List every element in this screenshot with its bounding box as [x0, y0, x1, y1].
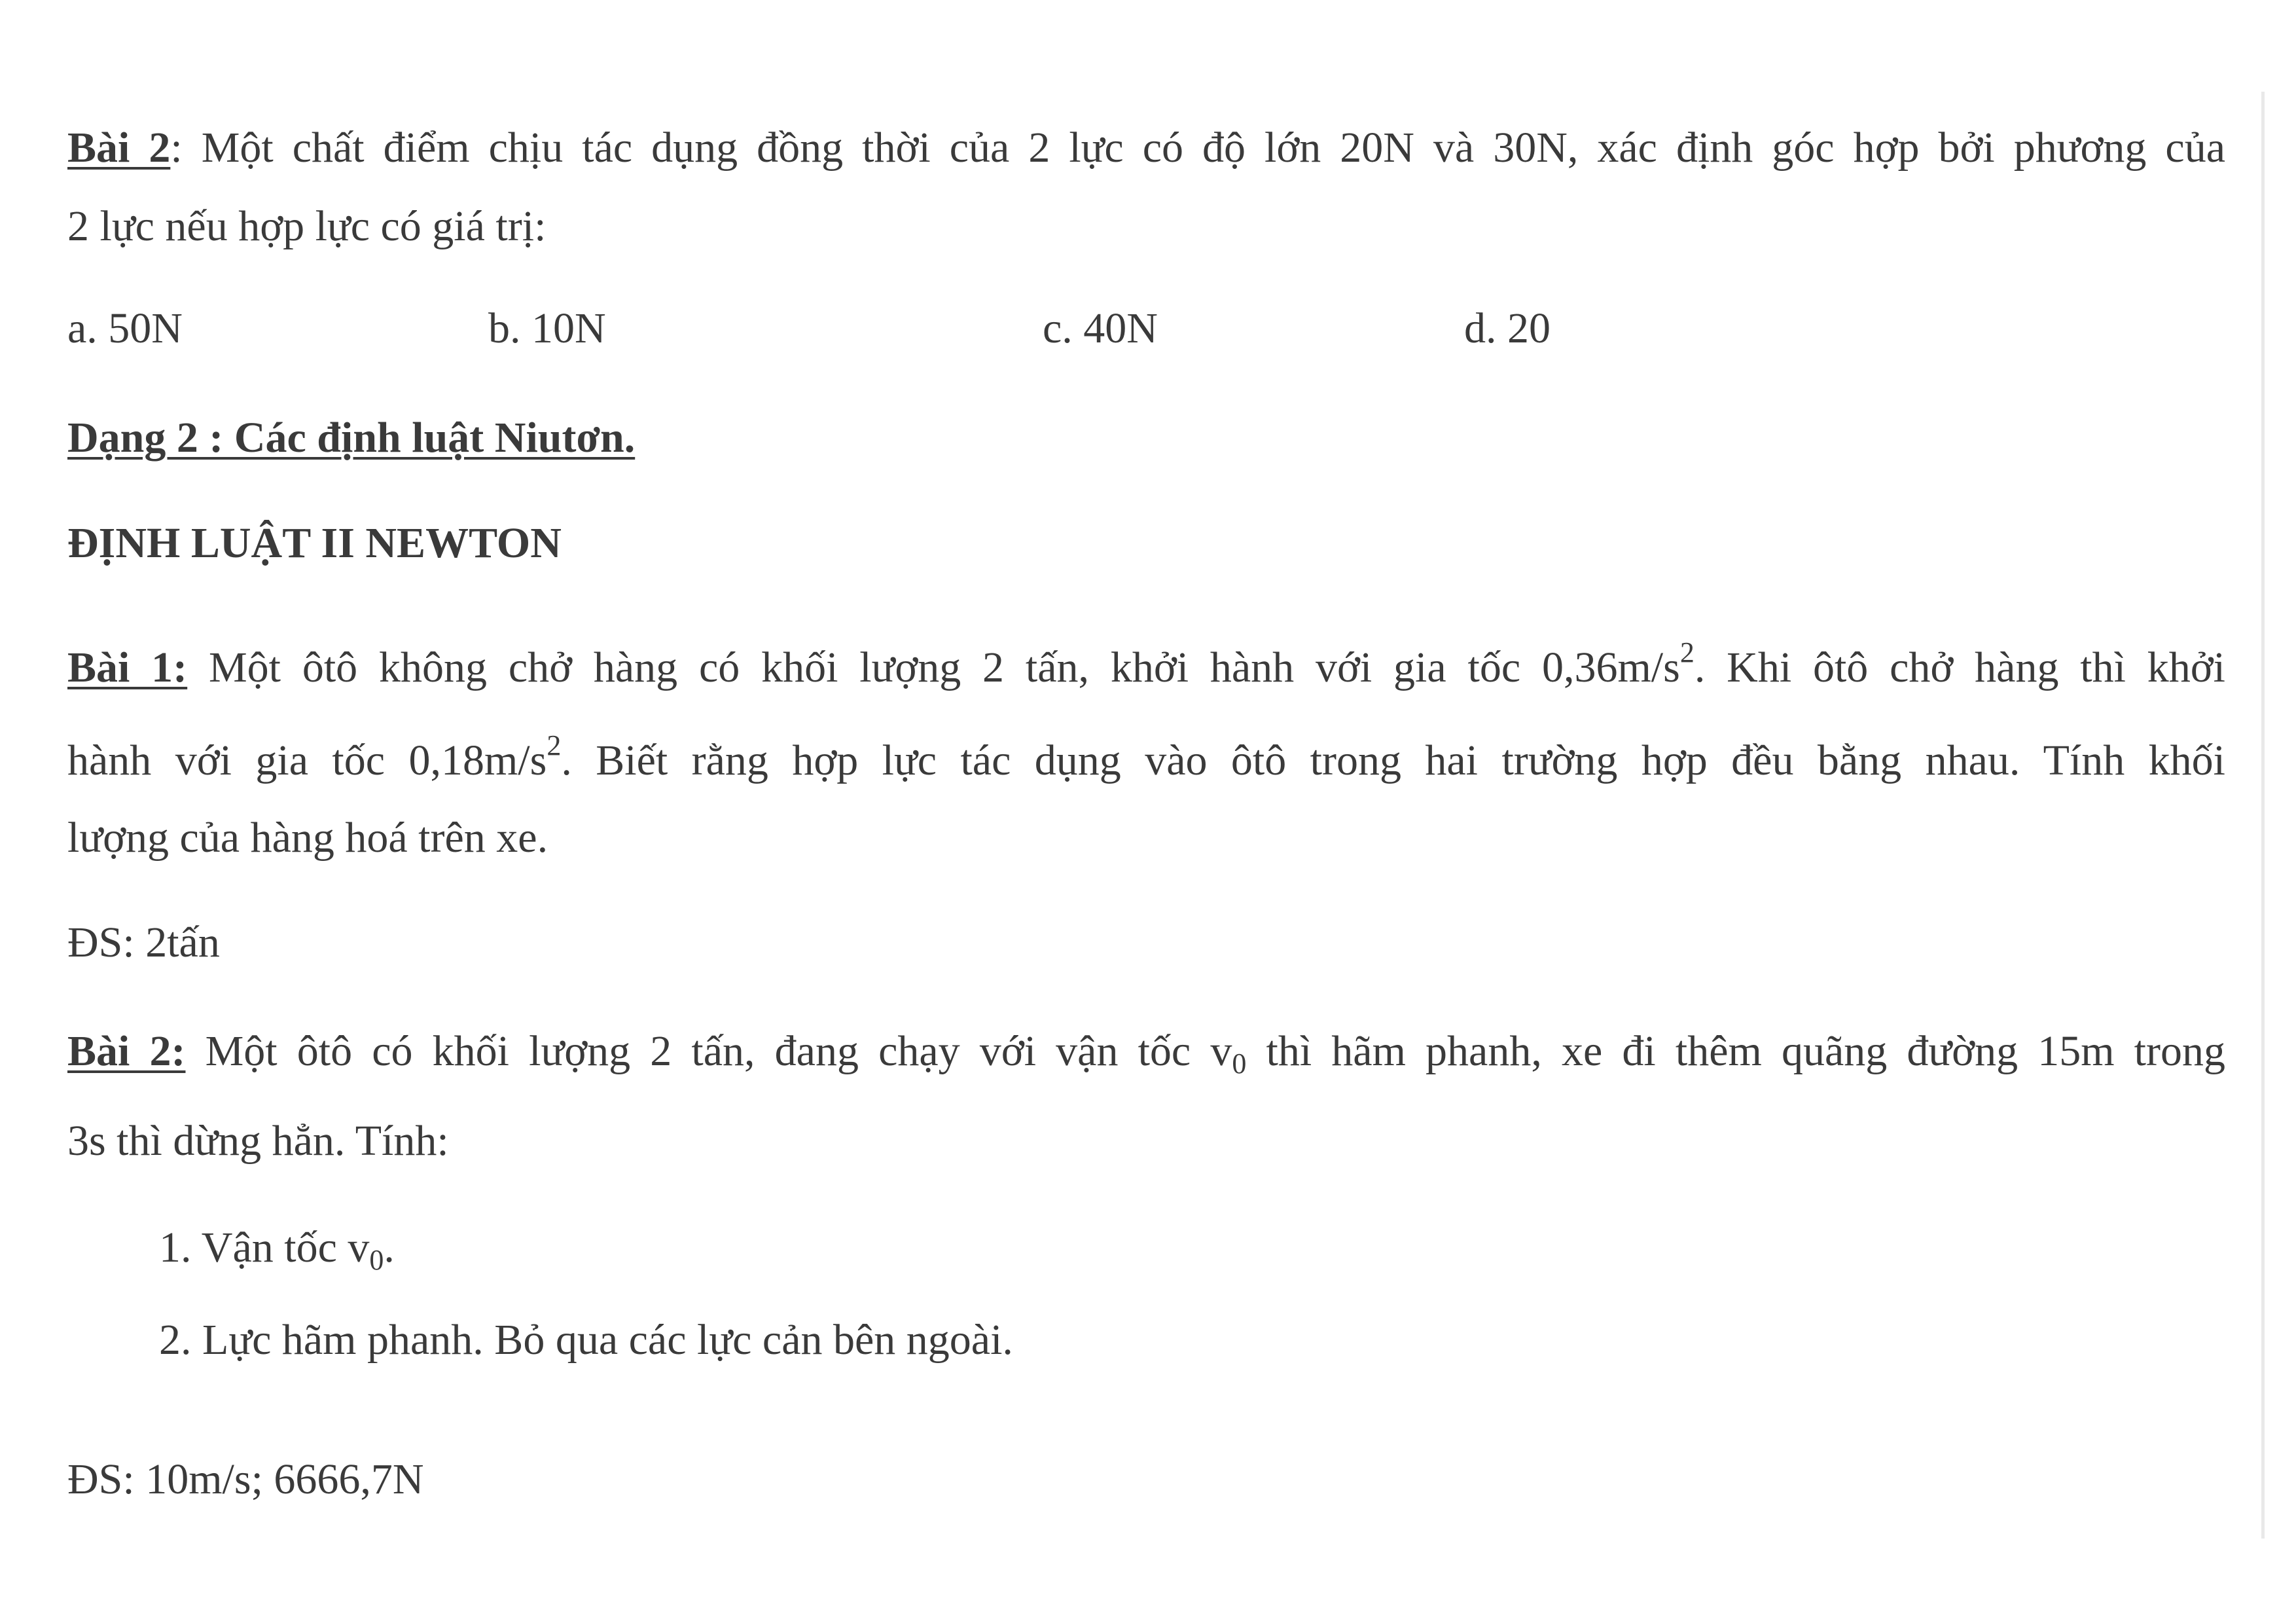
problem-1-text-1b: . Khi ôtô chở hàng thì khởi: [1694, 644, 2225, 691]
problem-2-item-1-sub: 0: [369, 1244, 384, 1276]
problem-1-line-3: lượng của hàng hoá trên xe.: [67, 814, 548, 862]
section-title: Dạng 2 : Các định luật Niutơn.: [67, 414, 636, 462]
option-c: c. 40N: [1043, 304, 1158, 352]
problem-1-text-2a: hành với gia tốc 0,18m/s: [67, 737, 547, 784]
problem-1-text-2b: . Biết rằng hợp lực tác dụng vào ôtô trong hai trường hợp đều bằng nhau. Tính khối: [561, 737, 2225, 784]
problem-2-item-1-end: .: [384, 1224, 395, 1271]
problem-2-item-1-text: 1. Vận tốc v: [159, 1224, 370, 1271]
problem-1-line-1: [67, 636, 2225, 694]
problem-a-line-1: [67, 122, 2225, 174]
problem-2-text-1a: Một ôtô có khối lượng 2 tấn, đang chạy với vận tốc v: [185, 1027, 1232, 1075]
problem-1-label: Bài 1:: [67, 644, 188, 691]
option-a: a. 50N: [67, 304, 183, 352]
problem-2-line-2: 3s thì dừng hẳn. Tính:: [67, 1117, 449, 1165]
option-b: b. 10N: [488, 304, 606, 352]
problem-1-text-1a: Một ôtô không chở hàng có khối lượng 2 tấn, khởi hành với gia tốc 0,36m/s: [187, 644, 1680, 691]
problem-2-text-1b: thì hãm phanh, xe đi thêm quãng đường 15m trong: [1246, 1027, 2225, 1075]
problem-2-item-1: [159, 1222, 395, 1274]
problem-2-sub-1: 0: [1232, 1048, 1247, 1080]
problem-1-sup-1: 2: [1679, 636, 1695, 668]
problem-2-line-1: [67, 1025, 2225, 1078]
problem-1-line-2: [67, 729, 2225, 787]
problem-2-item-2: 2. Lực hãm phanh. Bỏ qua các lực cản bên ngoài.: [159, 1316, 1013, 1364]
option-d: d. 20: [1464, 304, 1551, 352]
section-subtitle: ĐỊNH LUẬT II NEWTON: [67, 519, 562, 567]
problem-a-text-1: : Một chất điểm chịu tác dụng đồng thời của 2 lực có độ lớn 20N và 30N, xác định góc hợp bởi phương của: [170, 124, 2225, 172]
problem-2-label: Bài 2:: [67, 1027, 186, 1075]
page-edge-rule: [2261, 92, 2265, 1539]
problem-2-answer: ĐS: 10m/s; 6666,7N: [67, 1455, 424, 1503]
problem-a-line-2: 2 lực nếu hợp lực có giá trị:: [67, 202, 547, 250]
problem-a-label: Bài 2: [67, 124, 171, 172]
problem-1-sup-2: 2: [547, 729, 562, 761]
problem-1-answer: ĐS: 2tấn: [67, 919, 220, 966]
